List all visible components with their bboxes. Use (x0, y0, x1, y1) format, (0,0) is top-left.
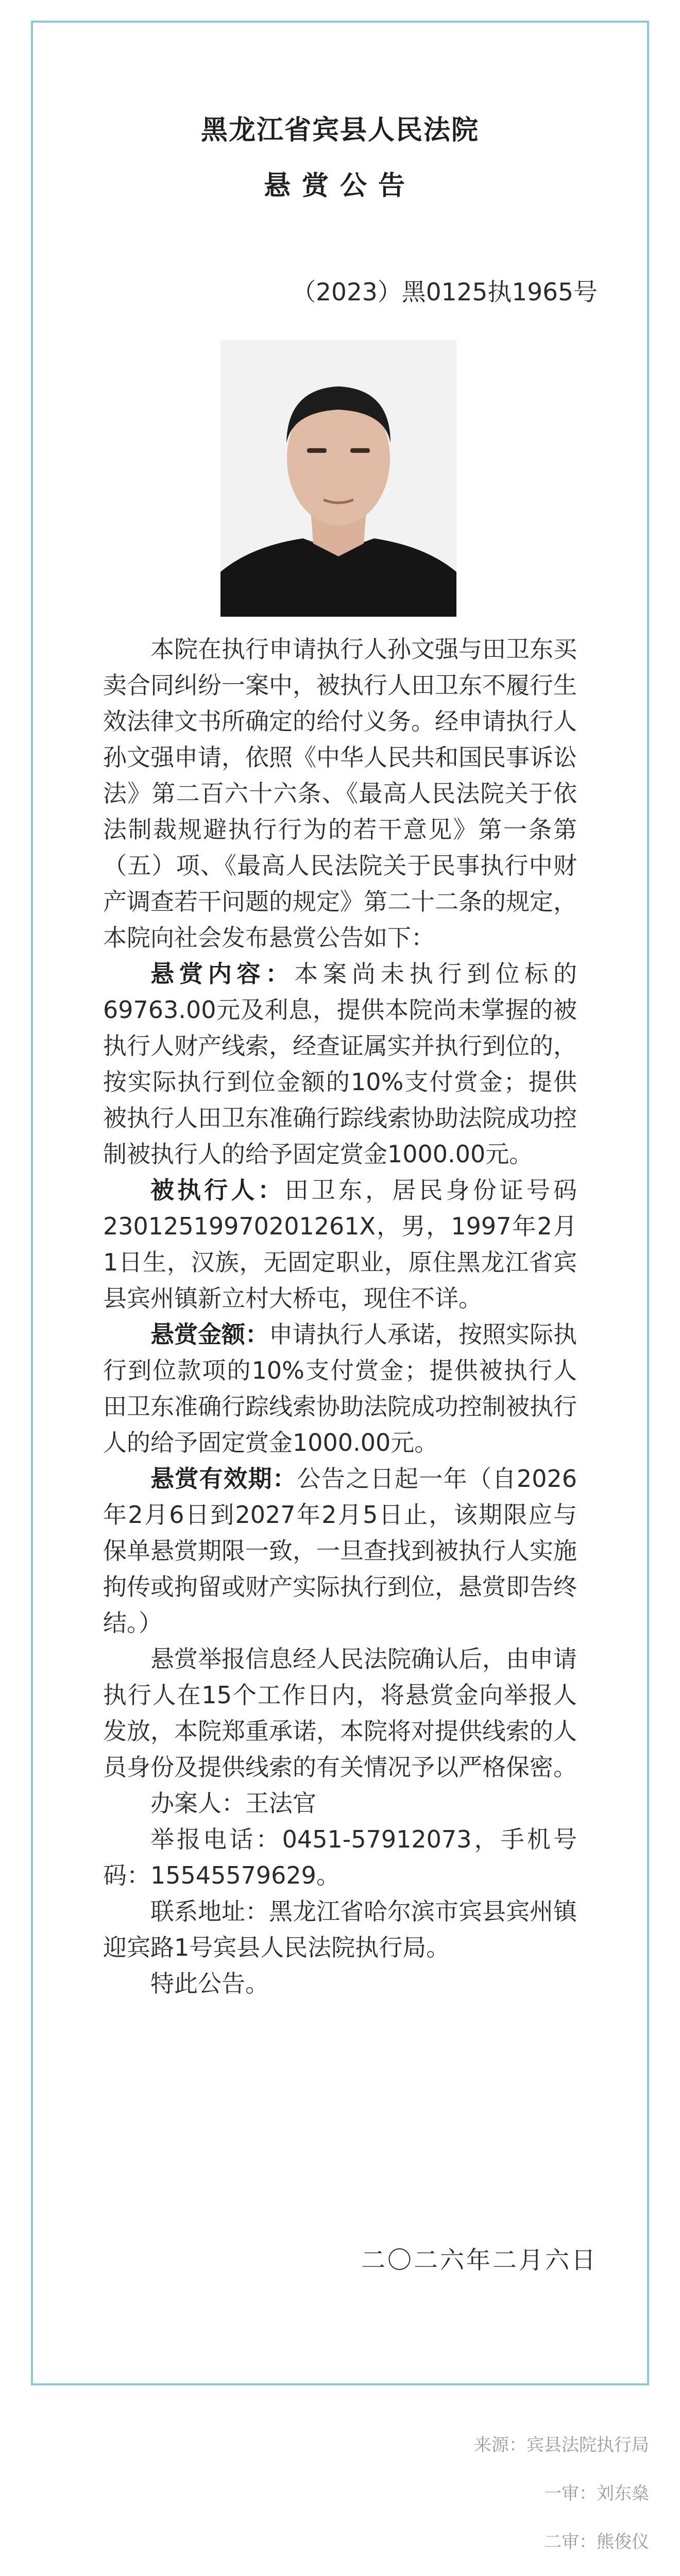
court-name: 黑龙江省宾县人民法院 (200, 115, 479, 146)
reward-content-paragraph (103, 956, 577, 1172)
credit-review-2: 二审：熊俊仪 (544, 2532, 649, 2552)
closing-line: 特此公告。 (150, 1970, 269, 1997)
person-photo (220, 340, 456, 617)
notice-date: 二〇二六年二月六日 (361, 2246, 598, 2275)
reward-content-text: 本案尚未执行到位标的69763.00元及利息，提供本院尚未掌握的被执行人财产线索，经查证属实并执行到位的，按实际执行到位金额的10%支付赏金；提供被执行人田卫东准确行踪线索协助法院成功控制被执行人的给予固定赏金1000.00元。 (103, 960, 577, 1168)
address-line: 联系地址：黑龙江省哈尔滨市宾县宾州镇迎宾路1号宾县人民法院执行局。 (103, 1897, 577, 1961)
debtor-text: 田卫东，居民身份证号码23012519970201261X，男，1997年2月1日生，汉族，无固定职业，原住黑龙江省宾县宾州镇新立村大桥屯，现住不详。 (103, 1176, 577, 1312)
validity-text: 公告之日起一年（自2026年2月6日到2027年2月5日止，该期限应与保单悬赏期限一致，一旦查找到被执行人实施拘传或拘留或财产实际执行到位，悬赏即告终结。） (103, 1465, 577, 1637)
confidential-paragraph: 悬赏举报信息经人民法院确认后，由申请执行人在15个工作日内，将悬赏金向举报人发放，本院郑重承诺，本院将对提供线索的人员身份及提供线索的有关情况予以严格保密。 (103, 1645, 577, 1781)
portrait-image (220, 340, 456, 617)
credit-review-1: 一审：刘东燊 (544, 2483, 649, 2504)
validity-label: 悬赏有效期： (150, 1465, 297, 1493)
validity-paragraph (103, 1461, 577, 1641)
notice-body (103, 631, 577, 2002)
intro-paragraph: 本院在执行申请执行人孙文强与田卫东买卖合同纠纷一案中，被执行人田卫东不履行生效法律文书所确定的给付义务。经申请执行人孙文强申请，依照《中华人民共和国民事诉讼法》第二百六十六条、《最高人民法院关于依法制裁规避执行行为的若干意见》第一条第（五）项、《最高人民法院关于民事执行中财产调查若干问题的规定》第二十二条的规定，本院向社会发布悬赏公告如下： (103, 635, 577, 952)
phone-line: 举报电话：0451-57912073，手机号码：15545579629。 (103, 1825, 577, 1889)
reward-content-label: 悬赏内容： (150, 960, 295, 988)
amount-paragraph (103, 1316, 577, 1461)
credit-source: 来源：宾县法院执行局 (474, 2435, 649, 2455)
amount-text: 申请执行人承诺，按照实际执行到位款项的10%支付赏金；提供被执行人田卫东准确行踪线索协助法院成功控制被执行人的给予固定赏金1000.00元。 (103, 1320, 577, 1456)
debtor-paragraph (103, 1172, 577, 1316)
amount-label: 悬赏金额： (150, 1320, 269, 1348)
notice-title: 悬赏公告 (263, 171, 416, 201)
handler-line: 办案人：王法官 (150, 1789, 316, 1817)
debtor-label: 被执行人： (150, 1176, 285, 1204)
case-number: （2023）黑0125执1965号 (292, 278, 598, 307)
